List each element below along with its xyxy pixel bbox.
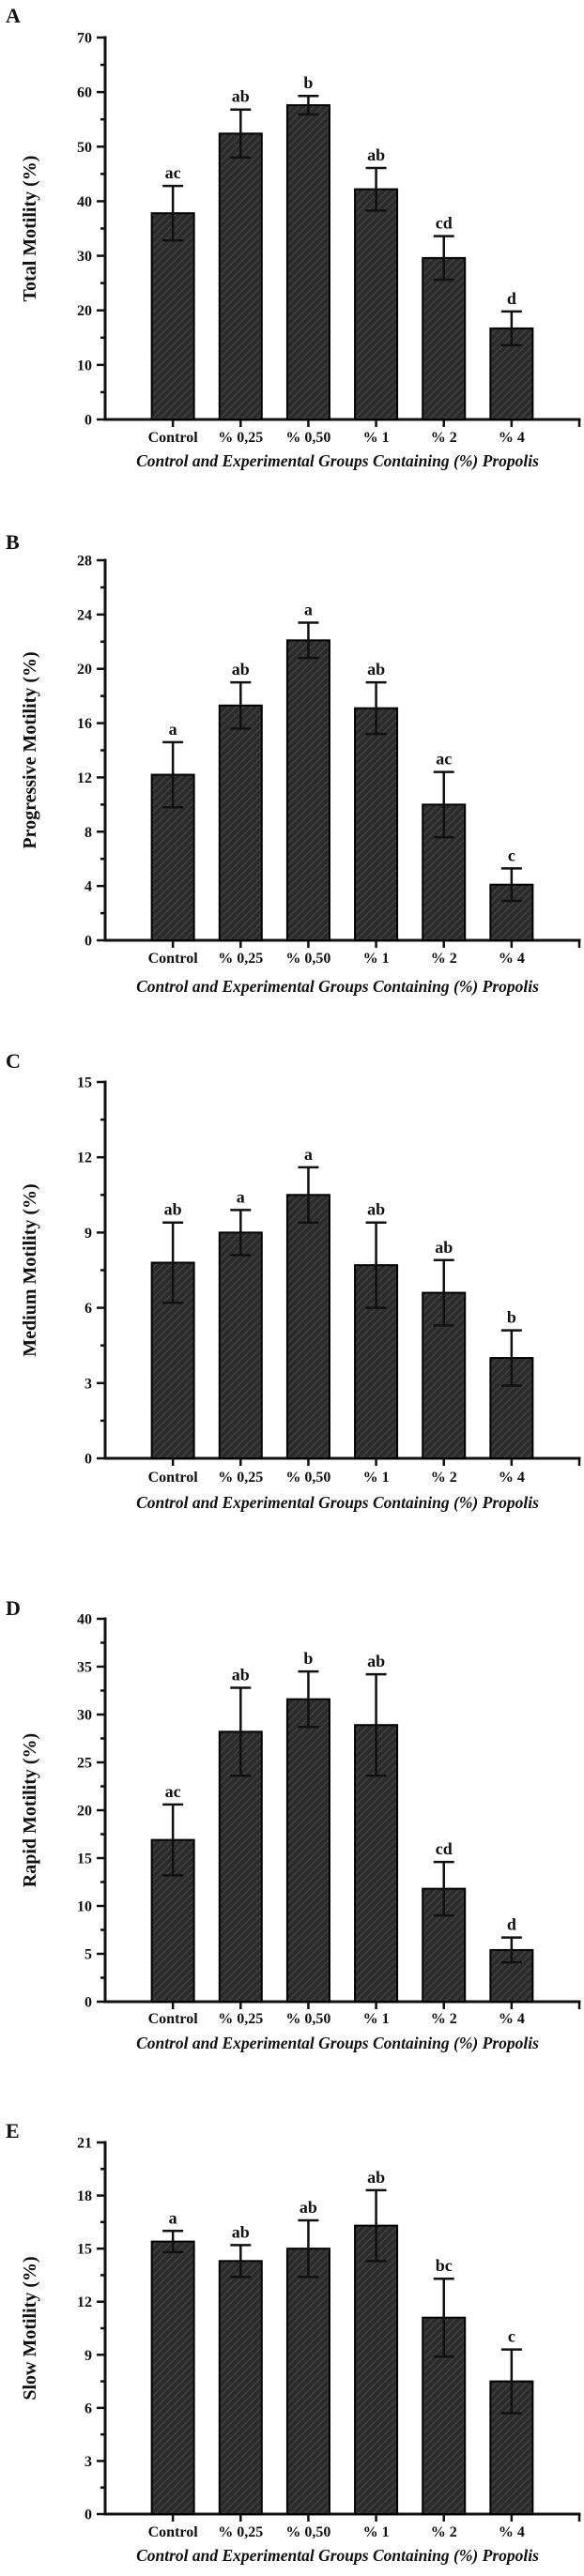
error-bars-group <box>162 1671 522 1962</box>
bar <box>355 2226 397 2514</box>
sig-letter: a <box>168 719 177 739</box>
y-tick-label: 0 <box>85 1451 92 1468</box>
x-tick-label: % 1 <box>362 1470 390 1486</box>
x-tick-label: Control <box>147 2524 198 2540</box>
y-tick-label: 30 <box>77 1707 92 1724</box>
y-tick-label: 0 <box>85 412 92 429</box>
x-tick-labels <box>148 2011 525 2027</box>
x-tick-label: % 1 <box>362 2011 390 2027</box>
y-axis-title: Progressive Motility (%) <box>20 651 40 849</box>
y-tick-label: 10 <box>77 358 92 374</box>
bars-group <box>152 640 533 940</box>
x-tick-label: % 0,25 <box>218 1470 264 1486</box>
sig-letter: c <box>507 2326 515 2346</box>
error-bars-group <box>162 96 522 345</box>
bar <box>220 2261 262 2514</box>
sig-letter: d <box>506 1914 516 1934</box>
sig-letter: b <box>303 73 314 93</box>
y-tick-label: 40 <box>77 1611 92 1628</box>
sig-letter: ab <box>367 145 386 164</box>
bar-chart-d <box>0 1546 584 2061</box>
x-tick-label: % 4 <box>498 2011 525 2027</box>
y-axis-title: Slow Motility (%) <box>20 2256 40 2401</box>
x-tick-labels <box>148 1470 525 1486</box>
sig-letter: ab <box>231 2222 250 2242</box>
y-tick-label: 20 <box>77 662 92 678</box>
bar <box>220 706 262 940</box>
sig-letter: ab <box>231 1665 250 1684</box>
y-tick-label: 20 <box>77 1803 92 1820</box>
x-tick-label: % 1 <box>362 430 390 446</box>
y-tick-labels <box>77 1612 92 2011</box>
bar <box>287 105 330 419</box>
x-tick-label: % 0,25 <box>218 951 264 967</box>
sig-letter: cd <box>435 213 453 233</box>
y-tick-label: 5 <box>85 1946 92 1963</box>
y-tick-label: 70 <box>77 30 92 47</box>
y-tick-label: 28 <box>77 553 92 570</box>
sig-letter: a <box>168 2208 177 2228</box>
chart-panel-d <box>0 1546 584 2061</box>
y-tick-label: 9 <box>85 2347 92 2364</box>
x-tick-label: % 0,25 <box>218 430 264 446</box>
chart-panel-c <box>0 1030 584 1546</box>
x-tick-label: Control <box>147 2011 198 2027</box>
y-tick-label: 21 <box>77 2135 92 2152</box>
y-tick-label: 24 <box>77 607 92 624</box>
bar <box>355 190 397 419</box>
y-tick-label: 25 <box>77 1755 92 1772</box>
y-tick-label: 8 <box>85 824 92 841</box>
chart-panel-b <box>0 515 584 1030</box>
x-axis-title: Control and Experimental Groups Containing (%) Propolis <box>136 2034 539 2052</box>
bar <box>152 213 194 419</box>
y-axis-title: Medium Motility (%) <box>20 1183 40 1357</box>
sig-letter: c <box>507 846 515 865</box>
bar-chart-c <box>0 1030 584 1546</box>
bar <box>220 133 262 419</box>
error-bars-group <box>162 2190 522 2414</box>
sig-letter: a <box>236 1187 245 1207</box>
y-tick-label: 15 <box>77 2241 92 2258</box>
bars-group <box>152 105 533 419</box>
y-tick-labels <box>77 1075 92 1468</box>
y-tick-label: 6 <box>85 2401 92 2417</box>
y-tick-label: 4 <box>85 878 92 895</box>
bar-chart-e <box>0 2061 584 2576</box>
sig-letter: ac <box>164 163 181 183</box>
y-tick-labels <box>77 31 92 429</box>
bar-chart-b <box>0 515 584 1030</box>
panel-letter: E <box>6 2119 20 2142</box>
y-tick-label: 15 <box>77 1075 92 1091</box>
x-axis-title: Control and Experimental Groups Containing (%) Propolis <box>136 1493 539 1512</box>
bar-chart-a <box>0 0 584 515</box>
x-tick-label: % 2 <box>430 1470 457 1486</box>
sig-letter: ac <box>436 749 453 769</box>
y-tick-label: 9 <box>85 1225 92 1242</box>
y-tick-labels <box>77 2136 92 2523</box>
x-tick-labels <box>148 951 525 967</box>
x-tick-label: % 4 <box>498 1470 525 1486</box>
y-tick-label: 16 <box>77 716 92 733</box>
sig-letter: bc <box>435 2256 453 2276</box>
sig-letter: a <box>303 1144 313 1164</box>
x-tick-label: Control <box>147 1470 198 1486</box>
chart-panel-e <box>0 2061 584 2576</box>
x-tick-label: % 2 <box>430 430 457 446</box>
sig-letter: ab <box>231 660 250 679</box>
y-tick-label: 0 <box>85 933 92 950</box>
y-axis-title: Rapid Motility (%) <box>20 1732 40 1888</box>
y-tick-label: 30 <box>77 249 92 266</box>
error-bars-group <box>162 623 522 902</box>
sig-letter: ab <box>367 1652 386 1671</box>
sig-letter: ac <box>164 1781 181 1801</box>
x-tick-label: % 0,25 <box>218 2011 264 2027</box>
y-axis-title: Total Motility (%) <box>20 155 40 302</box>
x-tick-labels <box>148 430 525 446</box>
x-axis-title: Control and Experimental Groups Containing (%) Propolis <box>136 451 539 470</box>
error-bars-group <box>162 1167 522 1386</box>
bar <box>287 640 330 940</box>
y-tick-label: 15 <box>77 1851 92 1867</box>
x-tick-labels <box>148 2524 525 2540</box>
y-tick-label: 12 <box>77 770 92 786</box>
chart-panel-a <box>0 0 584 515</box>
x-tick-label: % 0,50 <box>285 951 331 967</box>
y-tick-label: 40 <box>77 193 92 210</box>
y-tick-label: 3 <box>85 1376 92 1393</box>
x-tick-label: % 2 <box>430 2011 457 2027</box>
sig-letter: ab <box>367 1199 386 1219</box>
y-tick-label: 20 <box>77 303 92 320</box>
y-tick-label: 0 <box>85 1994 92 2011</box>
y-tick-label: 6 <box>85 1301 92 1318</box>
sig-letter: ab <box>299 2197 317 2217</box>
x-tick-label: % 0,25 <box>218 2524 264 2540</box>
x-tick-label: % 0,50 <box>285 430 331 446</box>
x-tick-label: % 0,50 <box>285 1470 331 1486</box>
panel-letter: B <box>6 530 20 554</box>
panel-letter: C <box>6 1049 21 1073</box>
sig-letter: b <box>506 1307 516 1327</box>
bar <box>287 1195 330 1458</box>
panel-letter: A <box>6 4 21 27</box>
bar <box>355 709 397 940</box>
bar <box>287 1700 330 2002</box>
y-tick-label: 0 <box>85 2507 92 2523</box>
sig-letter: d <box>506 288 516 308</box>
y-tick-label: 35 <box>77 1659 92 1676</box>
bar <box>287 2248 330 2514</box>
x-tick-label: % 1 <box>362 951 390 967</box>
sig-letter: ab <box>367 2167 386 2187</box>
sig-letter: ab <box>231 86 250 106</box>
y-tick-label: 10 <box>77 1898 92 1915</box>
x-tick-label: Control <box>147 430 198 446</box>
x-tick-label: % 4 <box>498 430 525 446</box>
sig-letter: a <box>303 600 313 619</box>
y-tick-label: 12 <box>77 1150 92 1166</box>
y-tick-labels <box>77 554 92 950</box>
bars-group <box>152 1700 533 2002</box>
sig-letter: b <box>303 1649 314 1669</box>
y-tick-label: 50 <box>77 139 92 156</box>
y-tick-label: 12 <box>77 2294 92 2311</box>
x-tick-label: % 4 <box>498 951 525 967</box>
sig-letter: ab <box>367 660 386 679</box>
y-tick-label: 18 <box>77 2188 92 2205</box>
bars-group <box>152 1195 533 1458</box>
bar <box>423 258 465 419</box>
panel-letter: D <box>6 1596 21 1620</box>
y-tick-label: 60 <box>77 84 92 101</box>
y-tick-label: 3 <box>85 2453 92 2470</box>
x-tick-label: % 1 <box>362 2524 390 2540</box>
bar <box>152 2242 194 2514</box>
x-tick-label: Control <box>147 951 198 967</box>
x-axis-title: Control and Experimental Groups Containing (%) Propolis <box>136 2546 539 2565</box>
x-tick-label: % 0,50 <box>285 2524 331 2540</box>
x-axis-title: Control and Experimental Groups Containing (%) Propolis <box>136 977 539 996</box>
x-tick-label: % 4 <box>498 2524 525 2540</box>
bars-group <box>152 2226 533 2514</box>
bar <box>220 1232 262 1458</box>
x-tick-label: % 2 <box>430 2524 457 2540</box>
sig-letter: ab <box>435 1237 453 1257</box>
sig-letter: cd <box>435 1839 453 1859</box>
x-tick-label: % 0,50 <box>285 2011 331 2027</box>
sig-letter: ab <box>163 1199 182 1219</box>
x-tick-label: % 2 <box>430 951 457 967</box>
